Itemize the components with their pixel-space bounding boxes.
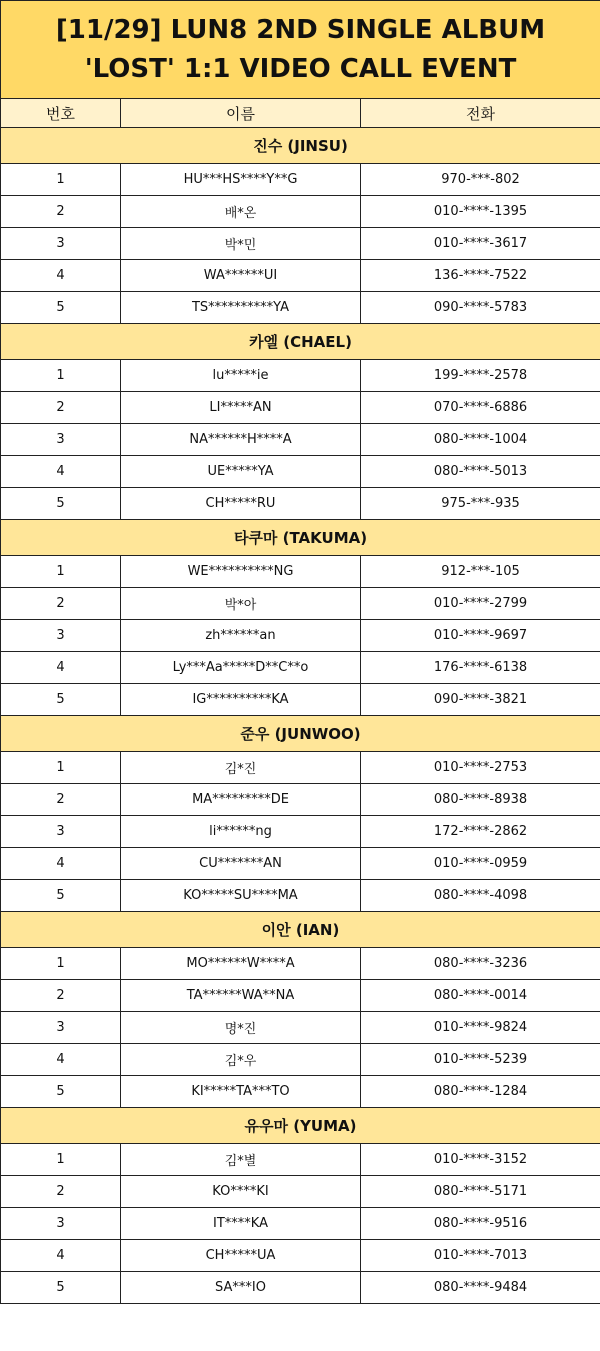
row-number-cell: 5 [1, 684, 121, 716]
winner-name-cell: MO******W****A [121, 948, 361, 980]
winner-name-cell: zh******an [121, 620, 361, 652]
winner-name-cell: NA******H****A [121, 424, 361, 456]
winner-name-cell: CH*****UA [121, 1240, 361, 1272]
table-row [1, 360, 600, 392]
table-row [1, 816, 600, 848]
winner-phone-cell: 080-****-3236 [361, 948, 600, 980]
winner-phone-cell: 080-****-9484 [361, 1272, 600, 1304]
winner-phone-cell: 912-***-105 [361, 556, 600, 588]
winner-name-cell: 김*우 [121, 1044, 361, 1076]
row-number-cell: 4 [1, 456, 121, 488]
row-number-cell: 2 [1, 980, 121, 1012]
winner-name-cell: lu*****ie [121, 360, 361, 392]
row-number-cell: 5 [1, 1272, 121, 1304]
winner-phone-cell: 010-****-5239 [361, 1044, 600, 1076]
row-number-cell: 1 [1, 752, 121, 784]
row-number-cell: 3 [1, 1208, 121, 1240]
winner-phone-cell: 010-****-9697 [361, 620, 600, 652]
table-row [1, 260, 600, 292]
column-header-no: 번호 [1, 99, 121, 128]
row-number-cell: 5 [1, 488, 121, 520]
table-row [1, 1240, 600, 1272]
winner-name-cell: IT****KA [121, 1208, 361, 1240]
table-row [1, 424, 600, 456]
title-line-2: 'LOST' 1:1 VIDEO CALL EVENT [84, 53, 517, 84]
winner-name-cell: 명*진 [121, 1012, 361, 1044]
column-header-row [1, 99, 600, 128]
member-group-row [1, 128, 600, 164]
winner-name-cell: KI*****TA***TO [121, 1076, 361, 1108]
winner-name-cell: IG**********KA [121, 684, 361, 716]
row-number-cell: 5 [1, 880, 121, 912]
winner-name-cell: WE**********NG [121, 556, 361, 588]
winner-phone-cell: 970-***-802 [361, 164, 600, 196]
winner-phone-cell: 010-****-3617 [361, 228, 600, 260]
winner-name-cell: 배*온 [121, 196, 361, 228]
table-row [1, 1144, 600, 1176]
row-number-cell: 1 [1, 556, 121, 588]
winner-phone-cell: 080-****-8938 [361, 784, 600, 816]
table-row [1, 948, 600, 980]
winner-name-cell: 김*별 [121, 1144, 361, 1176]
title-row [1, 1, 600, 99]
table-row [1, 1076, 600, 1108]
member-group-label: 타쿠마 (TAKUMA) [1, 520, 600, 556]
winner-phone-cell: 010-****-7013 [361, 1240, 600, 1272]
column-header-name: 이름 [121, 99, 361, 128]
table-row [1, 848, 600, 880]
table-row [1, 556, 600, 588]
page-title [1, 1, 600, 99]
winner-name-cell: TS**********YA [121, 292, 361, 324]
table-row [1, 620, 600, 652]
row-number-cell: 2 [1, 1176, 121, 1208]
row-number-cell: 2 [1, 392, 121, 424]
winner-name-cell: li******ng [121, 816, 361, 848]
row-number-cell: 2 [1, 588, 121, 620]
winner-name-cell: 박*아 [121, 588, 361, 620]
row-number-cell: 5 [1, 292, 121, 324]
table-row [1, 228, 600, 260]
winner-phone-cell: 199-****-2578 [361, 360, 600, 392]
table-row [1, 652, 600, 684]
row-number-cell: 3 [1, 1012, 121, 1044]
row-number-cell: 3 [1, 620, 121, 652]
row-number-cell: 4 [1, 848, 121, 880]
winner-phone-cell: 080-****-4098 [361, 880, 600, 912]
row-number-cell: 3 [1, 228, 121, 260]
winner-phone-cell: 070-****-6886 [361, 392, 600, 424]
row-number-cell: 1 [1, 360, 121, 392]
winner-name-cell: TA******WA**NA [121, 980, 361, 1012]
row-number-cell: 2 [1, 196, 121, 228]
table-row [1, 588, 600, 620]
member-group-label: 진수 (JINSU) [1, 128, 600, 164]
winner-name-cell: SA***IO [121, 1272, 361, 1304]
winner-phone-cell: 090-****-5783 [361, 292, 600, 324]
member-group-label: 유우마 (YUMA) [1, 1108, 600, 1144]
row-number-cell: 1 [1, 164, 121, 196]
winner-phone-cell: 136-****-7522 [361, 260, 600, 292]
row-number-cell: 4 [1, 260, 121, 292]
row-number-cell: 3 [1, 424, 121, 456]
winner-phone-cell: 010-****-2799 [361, 588, 600, 620]
winner-name-cell: CH*****RU [121, 488, 361, 520]
row-number-cell: 4 [1, 1044, 121, 1076]
row-number-cell: 1 [1, 1144, 121, 1176]
table-row [1, 456, 600, 488]
winner-name-cell: WA******UI [121, 260, 361, 292]
winner-phone-cell: 010-****-1395 [361, 196, 600, 228]
winner-phone-cell: 010-****-0959 [361, 848, 600, 880]
row-number-cell: 3 [1, 816, 121, 848]
member-group-row [1, 324, 600, 360]
table-row [1, 292, 600, 324]
winner-phone-cell: 010-****-9824 [361, 1012, 600, 1044]
table-row [1, 1176, 600, 1208]
title-line-1: [11/29] LUN8 2ND SINGLE ALBUM [55, 14, 546, 45]
member-group-label: 이안 (IAN) [1, 912, 600, 948]
member-group-row [1, 1108, 600, 1144]
winner-name-cell: MA*********DE [121, 784, 361, 816]
column-header-phone: 전화 [361, 99, 600, 128]
table-row [1, 684, 600, 716]
row-number-cell: 4 [1, 1240, 121, 1272]
winner-name-cell: Ly***Aa*****D**C**o [121, 652, 361, 684]
table-row [1, 752, 600, 784]
winner-name-cell: HU***HS****Y**G [121, 164, 361, 196]
winner-phone-cell: 090-****-3821 [361, 684, 600, 716]
winner-phone-cell: 080-****-5013 [361, 456, 600, 488]
table-row [1, 980, 600, 1012]
row-number-cell: 2 [1, 784, 121, 816]
winner-phone-cell: 010-****-2753 [361, 752, 600, 784]
member-group-label: 카엘 (CHAEL) [1, 324, 600, 360]
member-group-row [1, 716, 600, 752]
table-row [1, 1208, 600, 1240]
winner-name-cell: UE*****YA [121, 456, 361, 488]
winner-name-cell: KO****KI [121, 1176, 361, 1208]
winner-name-cell: 박*민 [121, 228, 361, 260]
table-row [1, 880, 600, 912]
table-row [1, 1272, 600, 1304]
member-group-label: 준우 (JUNWOO) [1, 716, 600, 752]
table-row [1, 392, 600, 424]
winner-phone-cell: 080-****-1004 [361, 424, 600, 456]
table-row [1, 784, 600, 816]
member-group-row [1, 520, 600, 556]
row-number-cell: 5 [1, 1076, 121, 1108]
winner-name-cell: 김*진 [121, 752, 361, 784]
table-row [1, 488, 600, 520]
winner-phone-cell: 080-****-9516 [361, 1208, 600, 1240]
winner-phone-cell: 080-****-0014 [361, 980, 600, 1012]
winner-phone-cell: 975-***-935 [361, 488, 600, 520]
table-row [1, 1012, 600, 1044]
winner-phone-cell: 176-****-6138 [361, 652, 600, 684]
row-number-cell: 1 [1, 948, 121, 980]
winner-name-cell: KO*****SU****MA [121, 880, 361, 912]
winner-phone-cell: 172-****-2862 [361, 816, 600, 848]
winner-phone-cell: 010-****-3152 [361, 1144, 600, 1176]
winner-phone-cell: 080-****-5171 [361, 1176, 600, 1208]
winner-name-cell: LI*****AN [121, 392, 361, 424]
table-row [1, 164, 600, 196]
row-number-cell: 4 [1, 652, 121, 684]
member-group-row [1, 912, 600, 948]
table-row [1, 1044, 600, 1076]
winner-phone-cell: 080-****-1284 [361, 1076, 600, 1108]
table-row [1, 196, 600, 228]
winner-name-cell: CU*******AN [121, 848, 361, 880]
